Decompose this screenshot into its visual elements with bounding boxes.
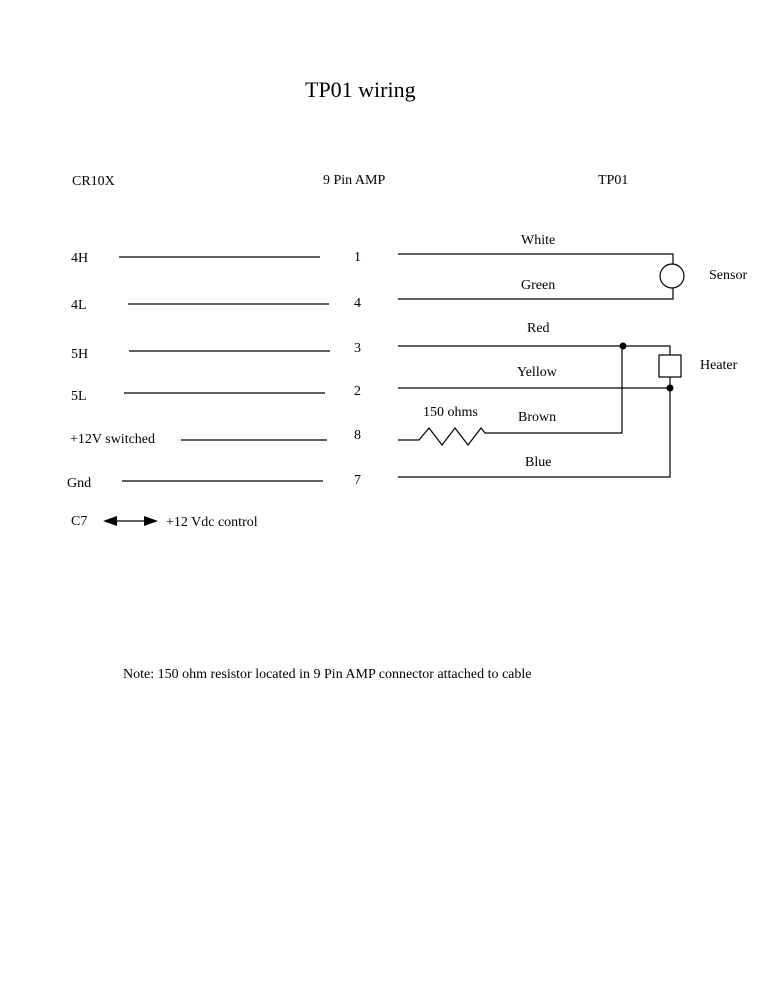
terminal-4h: 4H <box>71 251 89 266</box>
heater-icon <box>659 355 681 377</box>
pin-7: 7 <box>354 473 361 488</box>
wire-white-label: White <box>521 233 556 248</box>
terminal-5h: 5H <box>71 347 89 362</box>
wire-green <box>398 288 673 299</box>
header-tp01: TP01 <box>598 173 629 188</box>
resistor-note: Note: 150 ohm resistor located in 9 Pin AMP connector attached to cable <box>123 667 532 682</box>
wire-blue-label: Blue <box>525 455 552 470</box>
terminal-12v-switched: +12V switched <box>70 432 156 447</box>
header-cr10x: CR10X <box>72 174 115 189</box>
sensor-icon <box>660 264 684 288</box>
terminal-4l: 4L <box>71 298 87 313</box>
wire-yellow-label: Yellow <box>517 365 557 380</box>
terminal-gnd: Gnd <box>67 476 92 491</box>
wire-green-label: Green <box>521 278 556 293</box>
control-label: +12 Vdc control <box>166 515 258 530</box>
wire-white <box>398 254 673 264</box>
heater-label: Heater <box>700 358 738 373</box>
pin-8: 8 <box>354 428 361 443</box>
pin-2: 2 <box>354 384 361 399</box>
sensor-label: Sensor <box>709 268 748 283</box>
wire-red <box>398 346 670 355</box>
terminal-5l: 5L <box>71 389 87 404</box>
diagram-title: TP01 wiring <box>305 77 416 102</box>
pin-1: 1 <box>354 250 361 265</box>
double-arrow-icon <box>103 516 158 526</box>
junction-dot-yellow-blue <box>667 385 674 392</box>
junction-dot-red-brown <box>620 343 627 350</box>
wire-brown-with-resistor <box>398 346 622 445</box>
resistor-label: 150 ohms <box>423 405 478 420</box>
control-terminal-c7: C7 <box>71 514 88 529</box>
wire-blue <box>398 377 670 477</box>
pin-4: 4 <box>354 296 361 311</box>
pin-3: 3 <box>354 341 361 356</box>
header-9-pin-amp: 9 Pin AMP <box>323 173 386 188</box>
wire-red-label: Red <box>527 321 550 336</box>
wire-brown-label: Brown <box>518 410 557 425</box>
